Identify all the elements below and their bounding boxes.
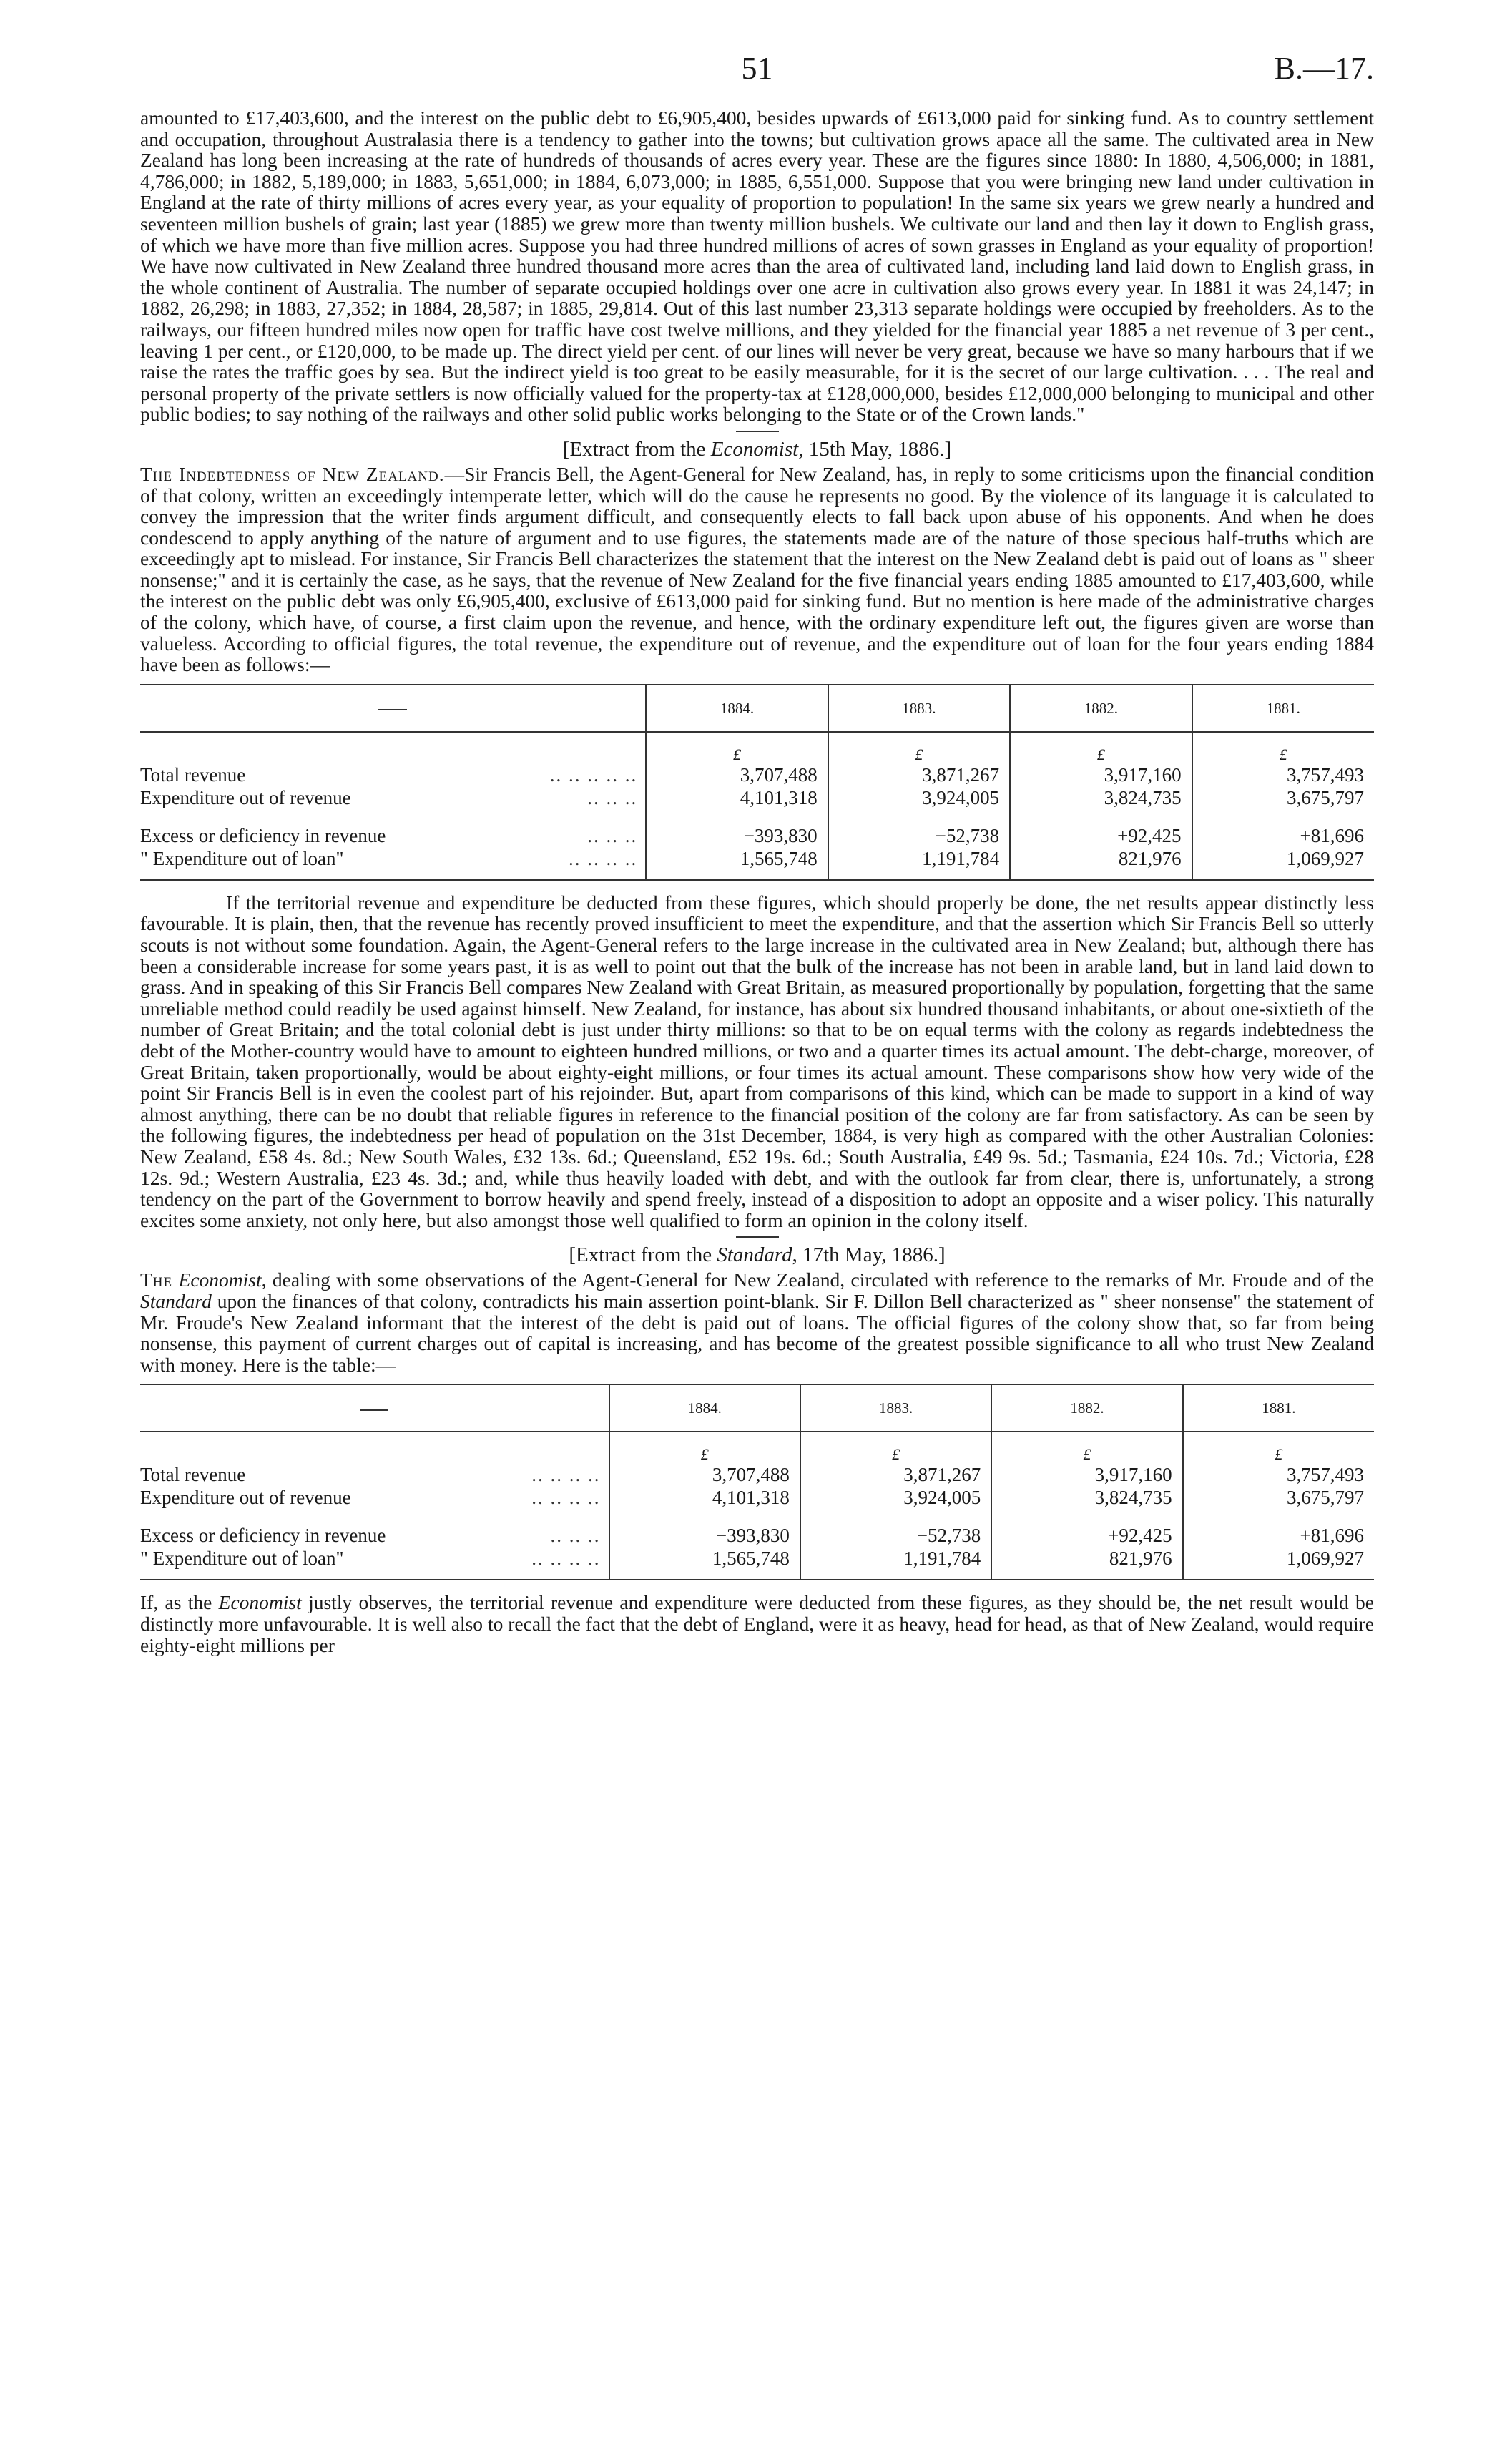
table-cell: 1,069,927 [1183, 1547, 1374, 1580]
unit-blank [140, 732, 646, 763]
publication-name: Economist [218, 1591, 302, 1614]
document-reference: B.—17. [1274, 51, 1374, 86]
table-cell: 821,976 [991, 1547, 1182, 1580]
extract-source: Standard [717, 1243, 792, 1267]
row-label: Total revenue [140, 763, 246, 786]
table-cell: 4,101,318 [646, 786, 828, 809]
leader-dots: .. .. .. .. .. [549, 763, 638, 786]
row-label: " Expenditure out of loan" [140, 1548, 344, 1570]
paragraph-economist-continued: If the territorial revenue and expenditure be deducted from these figures, which should properly be done, the net results appear distinctly less favourable. It is plain, then, that the revenue has recently proved insufficient to meet the expenditure, and that the assertion which Sir Francis Bell so utterly scouts is not without some foundation. Again, the Agent-General refers to the large increase in the cultivated area in New Zealand; but, although there has been a considerable increase for some years past, it is as well to point out that the bulk of the increase has not been in arable land, but in land laid down to grass. And in speaking of this Sir Francis Bell compares New Zealand with Great Britain, as measured proportionally by population, forgetting that the same unreliable method could readily be used against himself. New Zealand, for instance, has about six hundred thousand inhabitants, or about one-sixtieth of the number of Great Britain; and the total colonial debt is just under thirty millions: so that to be on equal terms with the colony as regards indebtedness the debt of the Mother-country would have to amount to eighteen hundred millions, or two and a quarter times its actual amount. The debt-charge, moreover, of Great Britain, taken proportionally, would be about eighty-eight millions, or four times its actual amount. These comparisons show how very wide of the point Sir Francis Bell is in even the coolest part of his rejoinder. But, apart from comparisons of this kind, which can be made to support in a kind of way almost anything, there can be no doubt that reliable figures in reference to the financial position of the colony are far from satisfactory. As can be seen by the following figures, the indebtedness per head of population on the 31st December, 1884, is very high as compared with the other Australian Colonies: New Zealand, £58 4s. 8d.; New South Wales, £32 13s. 6d.; Queensland, £52 19s. 6d.; South Australia, £49 9s. 5d.; Tasmania, £24 10s. 7d.; Victoria, £28 12s. 9d.; Western Australia, £23 4s. 3d.; and, while thus heavily loaded with debt, and with the outlook far from clear, there is, unfortunately, a strong tendency on the part of the Government to borrow heavily and spend freely, instead of a disposition to adopt an opposite and a wiser policy. This naturally excites some anxiety, not only here, but also amongst those well qualified to form an opinion in the colony itself. [140, 891, 1374, 1231]
unit-symbol: £ [800, 1432, 991, 1463]
leader-dots: .. .. .. .. [569, 847, 638, 869]
header-dash [360, 1409, 388, 1411]
table-cell: 3,824,735 [991, 1486, 1182, 1509]
table-cell: 3,917,160 [991, 1463, 1182, 1486]
paragraph-text: justly observes, the territorial revenue and expenditure were deducted from these figures, as they should be, the net result would be distinctly more unfavourable. It is well also to recall the fact that the debt of England, were it as heavy, head for head, as that of New Zealand, would require eighty-eight millions per [140, 1591, 1374, 1656]
table-cell: 3,871,267 [828, 763, 1010, 786]
table-row [140, 1509, 1374, 1547]
row-label: Expenditure out of revenue [140, 1487, 351, 1509]
article-lead-word: The [140, 1268, 173, 1291]
extract-heading-economist [140, 438, 1374, 461]
article-heading: The Indebtedness of New Zealand. [140, 462, 445, 485]
unit-blank [140, 1432, 609, 1463]
table-cell: −52,738 [800, 1509, 991, 1547]
table-header-year: 1884. [609, 1384, 800, 1432]
paragraph-economist-article [140, 464, 1374, 675]
table-cell: 3,924,005 [800, 1486, 991, 1509]
table-cell: −52,738 [828, 809, 1010, 847]
table-cell: +81,696 [1183, 1509, 1374, 1547]
table-cell: 3,917,160 [1010, 763, 1192, 786]
leader-dots: .. .. .. .. [531, 1487, 601, 1509]
leader-dots: .. .. .. [550, 1525, 601, 1547]
page-number: 51 [741, 51, 773, 86]
table-cell: 3,924,005 [828, 786, 1010, 809]
row-label: Expenditure out of revenue [140, 786, 351, 808]
unit-symbol: £ [609, 1432, 800, 1463]
table-cell: 3,757,493 [1192, 763, 1374, 786]
unit-symbol: £ [1192, 732, 1374, 763]
leader-dots: .. .. .. .. [531, 1464, 601, 1486]
article-text: , dealing with some observations of the Agent-General for New Zealand, circulated with reference to the remarks of Mr. Froude and of the [261, 1268, 1375, 1291]
table-cell: 1,565,748 [646, 847, 828, 880]
table-header-year: 1882. [991, 1384, 1182, 1432]
table-cell: 821,976 [1010, 847, 1192, 880]
unit-symbol: £ [991, 1432, 1182, 1463]
table-header-year: 1881. [1192, 685, 1374, 732]
row-label: Excess or deficiency in revenue [140, 824, 386, 846]
row-label: " Expenditure out of loan" [140, 847, 344, 869]
section-divider [736, 431, 779, 432]
publication-name: Economist [178, 1268, 262, 1291]
table-row [140, 786, 1374, 809]
article-text: upon the finances of that colony, contradicts his main assertion point-blank. Sir F. Dillon Bell characterized as " sheer nonsense" the statement of Mr. Froude's New Zealand informant that the interest of the debt is paid out of loans. The official figures of the colony show that, so far from being nonsense, this payment of current charges out of capital is increasing, and has become of the greatest possible significance to all who trust New Zealand with money. Here is the table:— [140, 1289, 1374, 1376]
paragraph-standard-article [140, 1269, 1374, 1375]
table-cell: 1,069,927 [1192, 847, 1374, 880]
row-label: Excess or deficiency in revenue [140, 1525, 386, 1547]
table-header-year: 1884. [646, 685, 828, 732]
section-divider [736, 1236, 779, 1238]
table-cell: 1,191,784 [800, 1547, 991, 1580]
extract-heading-standard [140, 1243, 1374, 1266]
table-cell: 3,824,735 [1010, 786, 1192, 809]
table-row [140, 847, 1374, 880]
leader-dots: .. .. .. [587, 824, 638, 846]
leader-dots: .. .. .. [587, 786, 638, 808]
table-cell: −393,830 [609, 1509, 800, 1547]
finance-table-economist [140, 684, 1374, 881]
page-header [140, 50, 1374, 107]
extract-prefix: [Extract from the [569, 1243, 717, 1267]
table-row [140, 1463, 1374, 1486]
table-cell: 4,101,318 [609, 1486, 800, 1509]
table-row [140, 1547, 1374, 1580]
table-cell: 3,675,797 [1192, 786, 1374, 809]
table-header-blank [140, 1384, 609, 1432]
table-row [140, 1486, 1374, 1509]
table-header-year: 1882. [1010, 685, 1192, 732]
unit-symbol: £ [828, 732, 1010, 763]
extract-date: , 15th May, 1886.] [798, 437, 952, 461]
unit-symbol: £ [646, 732, 828, 763]
unit-symbol: £ [1010, 732, 1192, 763]
table-cell: 3,675,797 [1183, 1486, 1374, 1509]
table-cell: 3,757,493 [1183, 1463, 1374, 1486]
table-cell: +92,425 [991, 1509, 1182, 1547]
article-text: —Sir Francis Bell, the Agent-General for New Zealand, has, in reply to some criticisms upon the financial condition of that colony, written an exceedingly intemperate letter, which will do the cause he represents no good. By the violence of its language it is calculated to convey the impression that the writer finds argument difficult, and consequently elects to fall back upon abuse of his opponents. And when he does condescend to apply anything of the nature of argument and to use figures, the statements made are of the nature of those specious half-truths which are exceedingly apt to mislead. For instance, Sir Francis Bell characterizes the statement that the interest on the New Zealand debt is paid out of loans as " sheer nonsense;" and it is certainly the case, as he says, that the revenue of New Zealand for the five financial years ending 1885 amounted to £17,403,600, while the interest on the public debt was only £6,905,400, exclusive of £613,000 paid for sinking fund. But no mention is here made of the administrative charges of the colony, which have, of course, a first claim upon the revenue, and hence, with the ordinary expenditure left out, the figures given are worse than valueless. According to official figures, the total revenue, the expenditure out of revenue, and the expenditure out of loan for the four years ending 1884 have been as follows:— [140, 462, 1374, 676]
table-cell: −393,830 [646, 809, 828, 847]
table-cell: +81,696 [1192, 809, 1374, 847]
table-row [140, 809, 1374, 847]
unit-symbol: £ [1183, 1432, 1374, 1463]
publication-name: Standard [140, 1289, 212, 1312]
table-row [140, 763, 1374, 786]
header-dash [378, 709, 407, 710]
extract-date: , 17th May, 1886.] [792, 1243, 946, 1267]
table-header-year: 1883. [800, 1384, 991, 1432]
paragraph-continued-speech: amounted to £17,403,600, and the interest on the public debt to £6,905,400, besides upwards of £613,000 paid for sinking fund. As to country settlement and occupation, throughout Australasia there is a tendency to gather into the towns; but cultivation grows apace all the same. The cultivated area in New Zealand has long been increasing at the rate of hundreds of thousands of acres every year. These are the figures since 1880: In 1880, 4,506,000; in 1881, 4,786,000; in 1882, 5,189,000; in 1883, 5,651,000; in 1884, 6,073,000; in 1885, 6,551,000. Suppose that you were bringing new land under cultivation in England at the rate of thirty millions of acres every year, as your equality of proportion to population! In the same six years we grew nearly a hundred and seventeen million bushels of grain; last year (1885) we grew more than twenty million bushels. We cultivate our land and then lay it down to English grass, of which we have more than five million acres. Suppose you had three hundred millions of acres of sown grasses in England as your equality of proportion! We have now cultivated in New Zealand three hundred thousand more acres than the area of cultivated land, including land laid down to English grass, in the whole continent of Australia. The number of separate occupied holdings over one acre in cultivation also grows every year. In 1881 it was 24,147; in 1882, 26,298; in 1883, 27,352; in 1884, 28,587; in 1885, 29,814. Out of this last number 23,313 separate holdings were occupied by freeholders. As to the railways, our fifteen hundred miles now open for traffic have cost twelve millions, and they yielded for the financial year 1885 a net revenue of 3 per cent., leaving 1 per cent., or £120,000, to be made up. The direct yield per cent. of our lines will never be very great, because we have so many harbours that if we raise the rates the traffic goes by sea. But the indirect yield is too great to be easily measurable, for it is the secret of our large cultivation. . . . The real and personal property of the private settlers is now officially valued for the property-tax at £128,000,000, besides £12,000,000 belonging to municipal and other public bodies; to say nothing of the railways and other solid public works belonging to the State or of the Crown lands." [140, 107, 1374, 426]
document-page [140, 50, 1374, 1656]
table-cell: +92,425 [1010, 809, 1192, 847]
table-cell: 3,871,267 [800, 1463, 991, 1486]
finance-table-standard [140, 1384, 1374, 1580]
table-cell: 1,191,784 [828, 847, 1010, 880]
table-cell: 3,707,488 [609, 1463, 800, 1486]
table-header-year: 1883. [828, 685, 1010, 732]
paragraph-text: If, as the [140, 1591, 219, 1614]
table-header-blank [140, 685, 646, 732]
extract-source: Economist [710, 437, 799, 461]
table-cell: 3,707,488 [646, 763, 828, 786]
extract-prefix: [Extract from the [562, 437, 711, 461]
table-cell: 1,565,748 [609, 1547, 800, 1580]
table-header-year: 1881. [1183, 1384, 1374, 1432]
row-label: Total revenue [140, 1464, 246, 1486]
leader-dots: .. .. .. .. [531, 1548, 601, 1570]
paragraph-standard-continued [140, 1592, 1374, 1656]
